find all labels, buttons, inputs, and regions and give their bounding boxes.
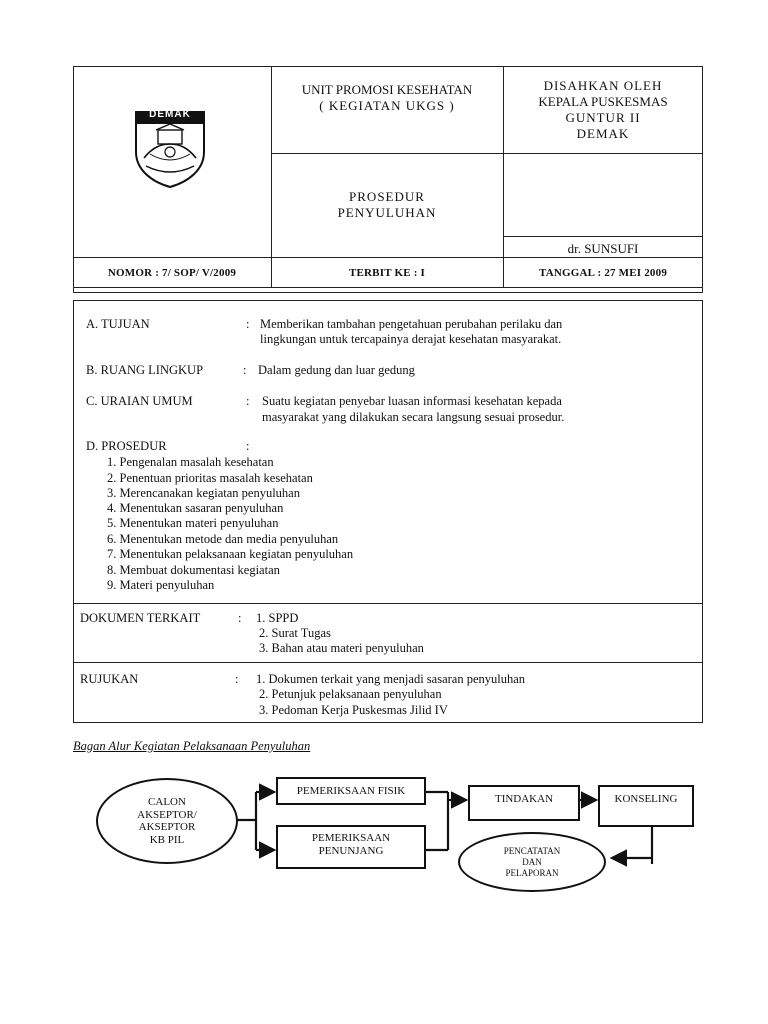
uraian-text: masyarakat yang dilakukan secara langsung sesuai prosedur. (262, 410, 565, 424)
approval-line: DEMAK (576, 126, 630, 141)
rujukan-label: RUJUKAN (80, 672, 139, 686)
dokumen-item: 3. Bahan atau materi penyuluhan (259, 641, 424, 655)
tujuan-text: lingkungan untuk tercapainya derajat kesehatan masyarakat. (260, 332, 562, 346)
node-label: PELAPORAN (505, 867, 559, 878)
prosedur-item: 7. Menentukan pelaksanaan kegiatan penyuluhan (107, 547, 354, 561)
colon: : (246, 394, 250, 408)
ruang-text: Dalam gedung dan luar gedung (258, 363, 415, 377)
document-number: NOMOR : 7/ SOP/ V/2009 (107, 267, 237, 279)
unit-name: UNIT PROMOSI KESEHATAN (301, 82, 473, 97)
start-label: AKSEPTOR (138, 821, 196, 833)
prosedur-item: 3. Merencanakan kegiatan penyuluhan (107, 486, 300, 500)
issue-date: TANGGAL : 27 MEI 2009 (538, 267, 668, 279)
signatory-name: dr. SUNSUFI (567, 241, 639, 256)
dokumen-label: DOKUMEN TERKAIT (80, 611, 201, 625)
colon: : (243, 363, 247, 377)
rujukan-item: 2. Petunjuk pelaksanaan penyuluhan (259, 687, 442, 701)
start-label: AKSEPTOR/ (137, 808, 197, 821)
node-label: TINDAKAN (494, 793, 554, 805)
flow-node-pemeriksaan-fisik (276, 777, 426, 805)
colon: : (235, 672, 239, 686)
node-label: DAN (522, 856, 542, 867)
logo-text: DEMAK (149, 109, 191, 120)
flow-node-pemeriksaan-penunjang (276, 825, 426, 869)
prosedur-item: 6. Menentukan metode dan media penyuluhan (107, 532, 339, 546)
prosedur-item: 9. Materi penyuluhan (107, 578, 215, 592)
start-label: KB PIL (149, 833, 185, 846)
colon: : (238, 611, 242, 625)
prosedur-item: 2. Penentuan prioritas masalah kesehatan (107, 471, 313, 485)
node-label: PEMERIKSAAN (311, 832, 391, 844)
node-label: PENUNJANG (318, 845, 384, 857)
colon: : (246, 439, 250, 453)
node-label: PEMERIKSAAN FISIK (296, 785, 406, 797)
approval-line: KEPALA PUSKESMAS (538, 94, 668, 109)
node-label: PENCATATAN (503, 845, 561, 856)
procedure-title-line2: PENYULUHAN (337, 205, 437, 220)
start-label: CALON (148, 796, 186, 808)
dokumen-item: 1. SPPD (256, 611, 299, 625)
issue-number: TERBIT KE : I (348, 267, 426, 279)
tujuan-label: A. TUJUAN (86, 317, 150, 331)
flow-node-pencatatan (458, 832, 606, 892)
dokumen-item: 2. Surat Tugas (259, 626, 331, 640)
ruang-label: B. RUANG LINGKUP (86, 363, 204, 377)
flow-node-tindakan (468, 785, 580, 821)
colon: : (246, 317, 250, 331)
prosedur-item: 8. Membuat dokumentasi kegiatan (107, 563, 280, 577)
uraian-label: C. URAIAN UMUM (86, 394, 193, 408)
node-label: KONSELING (614, 793, 678, 805)
approval-line: DISAHKAN OLEH (543, 78, 663, 93)
unit-activity: ( KEGIATAN UKGS ) (319, 98, 455, 113)
flow-node-konseling (598, 785, 694, 827)
procedure-title: PROSEDUR (349, 189, 425, 204)
uraian-text: Suatu kegiatan penyebar luasan informasi kesehatan kepada (262, 394, 562, 408)
flow-caption: Bagan Alur Kegiatan Pelaksanaan Penyuluhan (73, 739, 311, 753)
approval-line: GUNTUR II (565, 110, 641, 125)
prosedur-item: 1. Pengenalan masalah kesehatan (107, 455, 274, 469)
prosedur-item: 4. Menentukan sasaran penyuluhan (107, 501, 284, 515)
tujuan-text: Memberikan tambahan pengetahuan perubahan perilaku dan (260, 317, 563, 331)
rujukan-item: 1. Dokumen terkait yang menjadi sasaran penyuluhan (256, 672, 526, 686)
prosedur-item: 5. Menentukan materi penyuluhan (107, 516, 279, 530)
prosedur-label: D. PROSEDUR (86, 439, 167, 453)
flow-start-node (96, 778, 238, 864)
rujukan-item: 3. Pedoman Kerja Puskesmas Jilid IV (259, 703, 448, 717)
